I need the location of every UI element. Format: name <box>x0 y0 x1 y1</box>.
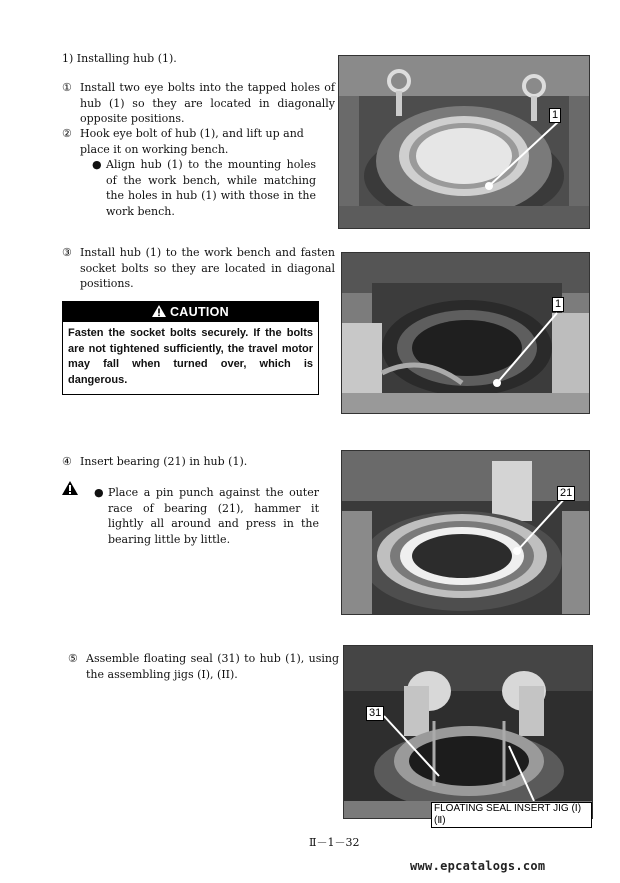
bullet-text: Align hub (1) to the mounting holes of the work bench, while matching the holes in hub (1) with those in the work bench. <box>106 158 316 218</box>
callout-label: 31 <box>366 706 384 721</box>
bullet-icon: ● <box>94 486 104 499</box>
page-number: Ⅱ－1－32 <box>309 836 360 849</box>
warning-icon <box>152 305 166 317</box>
step-1 <box>62 80 335 127</box>
step-text: Install two eye bolts into the tapped holes of hub (1) so they are located in diagonally opposite positions. <box>80 81 335 125</box>
caution-header <box>63 302 318 322</box>
warning-icon <box>62 481 78 495</box>
callout-label: 1 <box>552 297 564 312</box>
photo-hub-bench <box>341 252 590 414</box>
jig-caption: FLOATING SEAL INSERT JIG (Ⅰ) (Ⅱ) <box>431 802 592 828</box>
photo-hub-lifting <box>338 55 590 229</box>
step-number: ② <box>62 127 72 140</box>
step-number: ⑤ <box>68 652 78 665</box>
caution-heading: CAUTION <box>169 305 230 319</box>
photo-hub-lifting-image <box>339 56 589 228</box>
step-text: Hook eye bolt of hub (1), and lift up and place it on working bench. <box>80 127 304 156</box>
step-number: ③ <box>62 246 72 259</box>
step-2 <box>62 126 335 157</box>
step-number: ④ <box>62 455 72 468</box>
bullet-icon: ● <box>92 158 102 171</box>
watermark-url: www.epcatalogs.com <box>410 859 546 873</box>
callout-label: 21 <box>557 486 575 501</box>
section-title: 1) Installing hub (1). <box>62 52 177 65</box>
callout-label: 1 <box>549 108 561 123</box>
step-text: Assemble floating seal (31) to hub (1), using the assembling jigs (I), (II). <box>86 652 339 681</box>
caution-box <box>62 301 319 395</box>
step-text: Insert bearing (21) in hub (1). <box>80 455 248 468</box>
step-3 <box>62 245 335 292</box>
step-4 <box>62 454 335 470</box>
photo-bearing-insert-image <box>342 451 589 614</box>
photo-bearing-insert <box>341 450 590 615</box>
photo-hub-bench-image <box>342 253 589 413</box>
step-5 <box>68 651 339 682</box>
step-number: ① <box>62 81 72 94</box>
photo-floating-seal <box>343 645 593 826</box>
step-2-bullet <box>84 157 316 219</box>
step-4-bullet <box>86 485 319 547</box>
caution-text: Fasten the socket bolts securely. If the bolts are not tightened sufficiently, the travel motor may fall when turned over, which is dangerous. <box>68 327 313 386</box>
bullet-text: Place a pin punch against the outer race of bearing (21), hammer it lightly all around and press in the bearing little by little. <box>108 486 319 546</box>
photo-floating-seal-image <box>344 646 592 818</box>
step-text: Install hub (1) to the work bench and fasten socket bolts so they are located in diagonal positions. <box>80 246 335 290</box>
